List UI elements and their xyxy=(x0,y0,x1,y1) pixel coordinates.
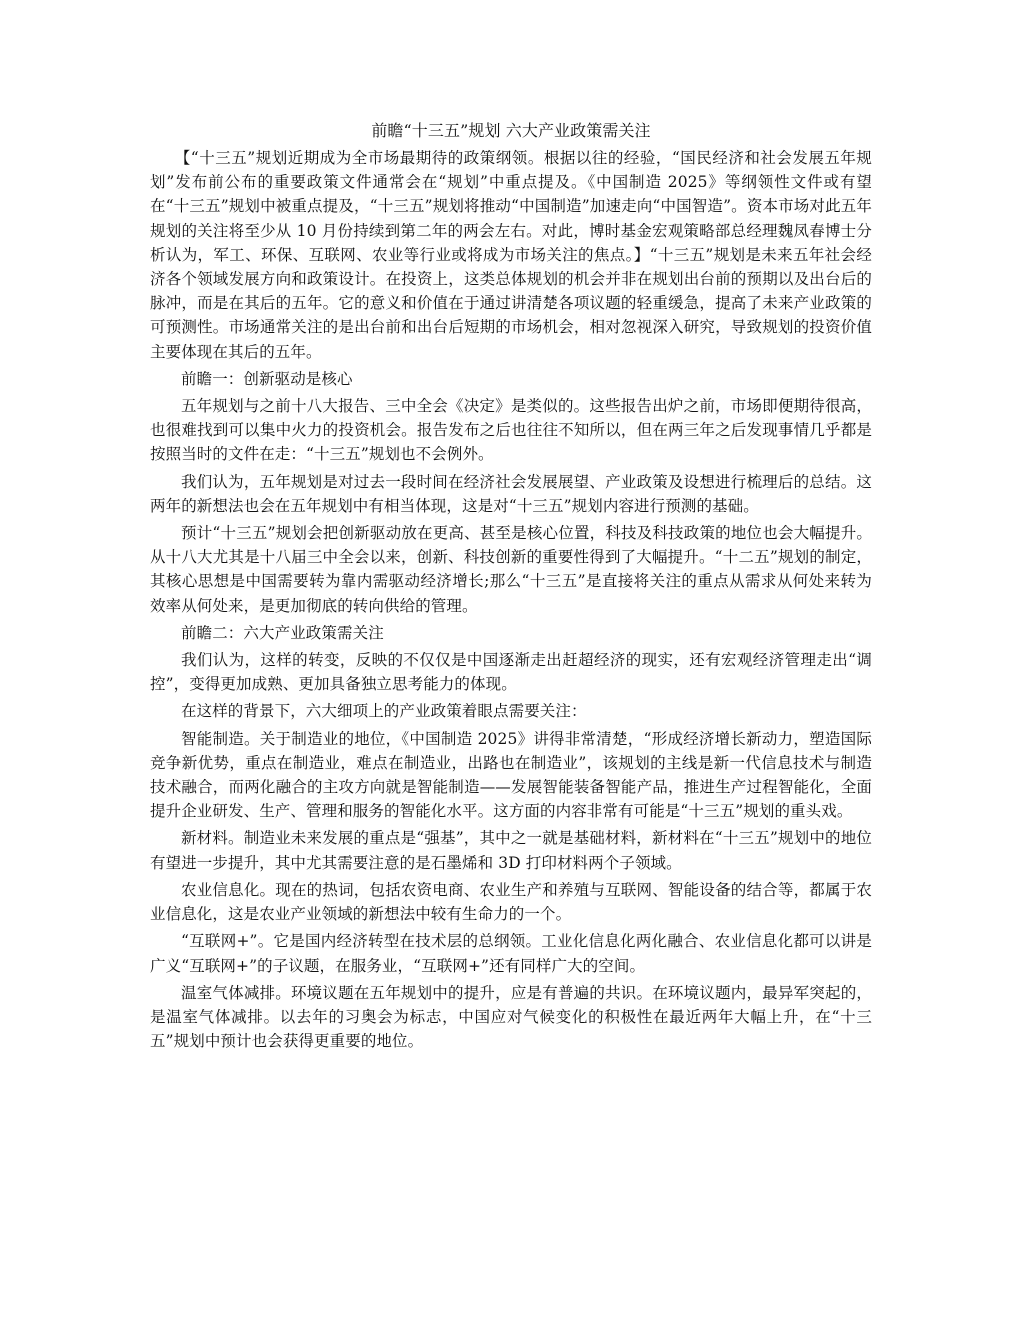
document-page xyxy=(150,118,872,1056)
paragraph-5: 在这样的背景下，六大细项上的产业政策着眼点需要关注： xyxy=(181,702,587,721)
paragraph-new-materials: 新材料。制造业未来发展的重点是“强基”，其中之一就是基础材料，新材料在“十三五”规划中的地位有望进一步提升，其中尤其需要注意的是石墨烯和 3D 打印材料两个子领域。 xyxy=(150,829,872,872)
paragraph-intelligent-manufacturing: 智能制造。关于制造业的地位，《中国制造 2025》讲得非常清楚，“形成经济增长新动力，塑造国际竞争新优势，重点在制造业，难点在制造业，出路也在制造业”，该规划的主线是新一代信息技术与制造技术融合，而两化融合的主攻方向就是智能制造——发展智能装备智能产品，推进生产过程智能化，全面提升企业研发、生产、管理和服务的智能化水平。这方面的内容非常有可能是“十三五”规划的重头戏。 xyxy=(150,729,872,821)
paragraph-3: 预计“十三五”规划会把创新驱动放在更高、甚至是核心位置，科技及科技政策的地位也会大幅提升。从十八大尤其是十八届三中全会以来，创新、科技创新的重要性得到了大幅提升。“十二五”规划的制定，其核心思想是中国需要转为靠内需驱动经济增长;那么“十三五”是直接将关注的重点从需求从何处来转为效率从何处来，是更加彻底的转向供给的管理。 xyxy=(150,524,872,615)
paragraph-1: 五年规划与之前十八大报告、三中全会《决定》是类似的。这些报告出炉之前，市场即便期待很高，也很难找到可以集中火力的投资机会。报告发布之后也往往不知所以，但在两三年之后发现事情几乎都是按照当时的文件在走：“十三五”规划也不会例外。 xyxy=(150,397,872,464)
paragraph-4: 我们认为，这样的转变，反映的不仅仅是中国逐渐走出赶超经济的现实，还有宏观经济管理走出“调控”，变得更加成熟、更加具备独立思考能力的体现。 xyxy=(150,651,872,694)
paragraph-agri-informatization: 农业信息化。现在的热词，包括农资电商、农业生产和养殖与互联网、智能设备的结合等，都属于农业信息化，这是农业产业领域的新想法中较有生命力的一个。 xyxy=(150,880,872,924)
paragraph-internet-plus: “互联网+”。它是国内经济转型在技术层的总纲领。工业化信息化两化融合、农业信息化都可以讲是广义“互联网+”的子议题，在服务业，“互联网+”还有同样广大的空间。 xyxy=(150,932,872,975)
section-heading-1: 前瞻一：创新驱动是核心 xyxy=(181,369,353,388)
section-heading-2: 前瞻二：六大产业政策需关注 xyxy=(181,623,384,642)
lead-paragraph: 【“十三五”规划近期成为全市场最期待的政策纲领。根据以往的经验，“国民经济和社会发展五年规划”发布前公布的重要政策文件通常会在“规划”中重点提及。《中国制造 2025》等纲领性文件或有望在“十三五”规划中被重点提及，“十三五”规划将推动“中国制造”加速走向“中国智造”。资本市场对此五年规划的关注将至少从 10 月份持续到第二年的两会左右。对此，博时基金宏观策略部总经理魏凤春博士分析认为，军工、环保、互联网、农业等行业或将成为市场关注的焦点。】“十三五”规划是未来五年社会经济各个领域发展方向和政策设计。在投资上，这类总体规划的机会并非在规划出台前的预期以及出台后的脉冲，而是在其后的五年。它的意义和价值在于通过讲清楚各项议题的轻重缓急，提高了未来产业政策的可预测性。市场通常关注的是出台前和出台后短期的市场机会，相对忽视深入研究，导致规划的投资价值主要体现在其后的五年。 xyxy=(150,149,872,361)
document-title: 前瞻“十三五”规划 六大产业政策需关注 xyxy=(371,121,651,140)
paragraph-emission-reduction: 温室气体减排。环境议题在五年规划中的提升，应是有普遍的共识。在环境议题内，最异军突起的，是温室气体减排。以去年的习奥会为标志，中国应对气候变化的积极性在最近两年大幅上升，在“十三五”规划中预计也会获得更重要的地位。 xyxy=(150,983,872,1051)
paragraph-2: 我们认为，五年规划是对过去一段时间在经济社会发展展望、产业政策及设想进行梳理后的总结。这两年的新想法也会在五年规划中有相当体现，这是对“十三五”规划内容进行预测的基础。 xyxy=(150,472,872,515)
